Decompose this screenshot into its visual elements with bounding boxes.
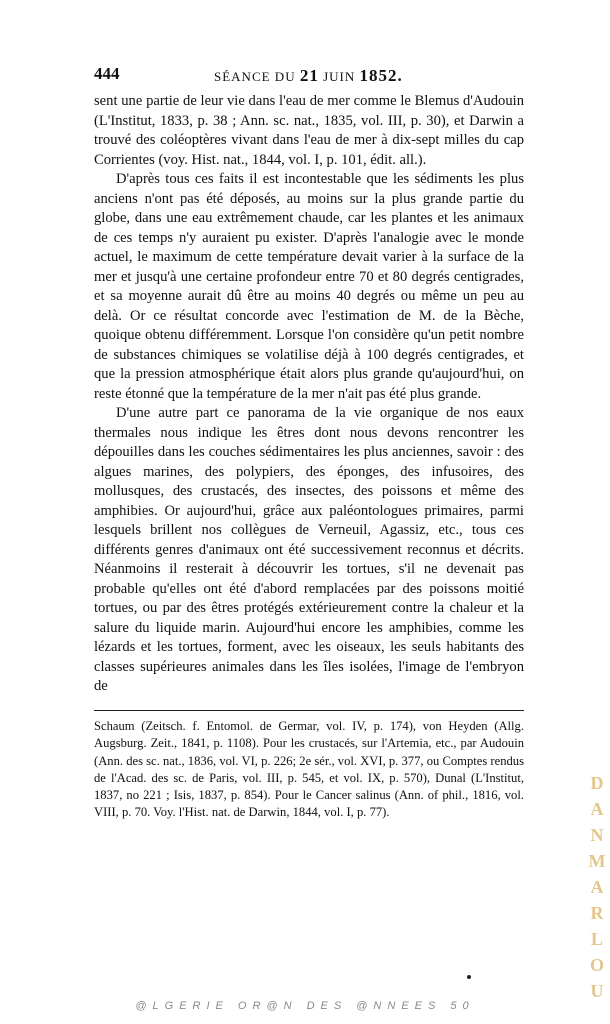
watermark-letter: D — [590, 773, 604, 793]
running-head-prefix: SÉANCE DU — [214, 69, 296, 84]
body-text — [94, 92, 524, 697]
paragraph-continuation: sent une partie de leur vie dans l'eau de mer comme le Blemus d'Audouin (L'Institut, 1833, p. 38 ; Ann. sc. nat., 1835, vol. III, p. 30), et Darwin a trouvé des coléoptères vivant dans l'eau de mer à dix-sept milles du cap Corrientes (voy. Hist. nat., 1844, vol. I, p. 101, édit. all.). — [94, 93, 524, 168]
watermark-letter: A — [590, 877, 604, 897]
page-header — [94, 62, 524, 86]
watermark-letter: N — [590, 825, 604, 845]
paragraph-sediments: D'après tous ces faits il est incontestable que les sédiments les plus anciens n'ont pas été déposés, au moins sur la plus grande partie du globe, dans une eau extrêmement chaude, car les plantes et les animaux de ces temps n'y auraient pu exister. D'après l'analogie avec le monde actuel, le maximum de cette température devait varier à la surface de la mer et jusqu'à une certaine profondeur entre 70 et 80 degrés centigrades, et sa moyenne aurait dû être au moins 40 degrés ou même un peu au delà. Or ce résultat concorde avec l'estimation de M. de la Bèche, quoique obtenu différemment. Lorsque l'on considère qu'un petit nombre de substances chimiques se volatilise déjà à 100 degrés centigrades, et que la pression atmosphérique était alors plus grande qu'aujourd'hui, on reste étonné que la température de la mer n'ait pas été plus grande. — [94, 171, 524, 402]
watermark-letter: U — [590, 981, 604, 1001]
footnote — [94, 718, 524, 822]
watermark-letter: M — [588, 851, 606, 871]
page-number: 444 — [94, 64, 120, 83]
running-head-year: 1852. — [359, 66, 403, 85]
print-speck — [467, 975, 471, 979]
watermark-letter: A — [590, 799, 604, 819]
running-head — [214, 66, 403, 86]
paragraph-thermal-waters: D'une autre part ce panorama de la vie organique de nos eaux thermales nous indique les êtres dont nous devons rencontrer les dépouilles dans les couches sédimentaires les plus anciennes, savoir : des algues marines, des polypiers, des éponges, des infusoires, des mollusques, des crustacés, des insectes, des poissons et même des amphibies. Or aujourd'hui, grâce aux paléontologues primaires, parmi lesquels brillent nos collègues de Verneuil, Agassiz, etc., tous ces différents genres d'animaux ont été successivement reconnus et décrits. Néanmoins il resterait à découvrir les tortues, s'il ne devenait pas probable qu'elles ont été d'abord remplacées par des poissons moitié tortues, ou par des êtres protégés extérieurement contre la chaleur et la salure du liquide marin. Aujourd'hui encore les amphibies, comme les lézards et les tortues, forment, avec les oiseaux, les seuls habitants des classes supérieures animales dans les îles isolées, l'image de l'embryon de — [94, 405, 524, 694]
footnote-divider — [94, 710, 524, 711]
running-head-month: JUIN — [323, 69, 356, 84]
running-head-day: 21 — [299, 66, 319, 85]
side-watermark — [588, 770, 606, 1004]
watermark-letter: L — [590, 929, 603, 949]
watermark-letter: R — [590, 903, 604, 923]
footer-stamp: @LGERIE OR@N DES @NNEES 50 — [135, 1000, 475, 1012]
footnote-text: Schaum (Zeitsch. f. Entomol. de Germar, vol. IV, p. 174), von Heyden (Allg. Augsburg. Zeit., 1841, p. 1108). Pour les crustacés, sur l'Artemia, etc., par Audouin (Ann. des sc. nat., 1836, vol. VI, p. 226; 2e sér., vol. XVI, p. 377, ou Comptes rendus de l'Acad. des sc. de Paris, vol. III, p. 545, et vol. IX, p. 570), Dunal (L'Institut, 1837, no 221 ; Isis, 1837, p. 854). Pour le Cancer salinus (Ann. of phil., 1816, vol. VIII, p. 70. Voy. l'Hist. nat. de Darwin, 1844, vol. I, p. 77). — [94, 719, 524, 820]
watermark-letter: O — [589, 955, 604, 975]
